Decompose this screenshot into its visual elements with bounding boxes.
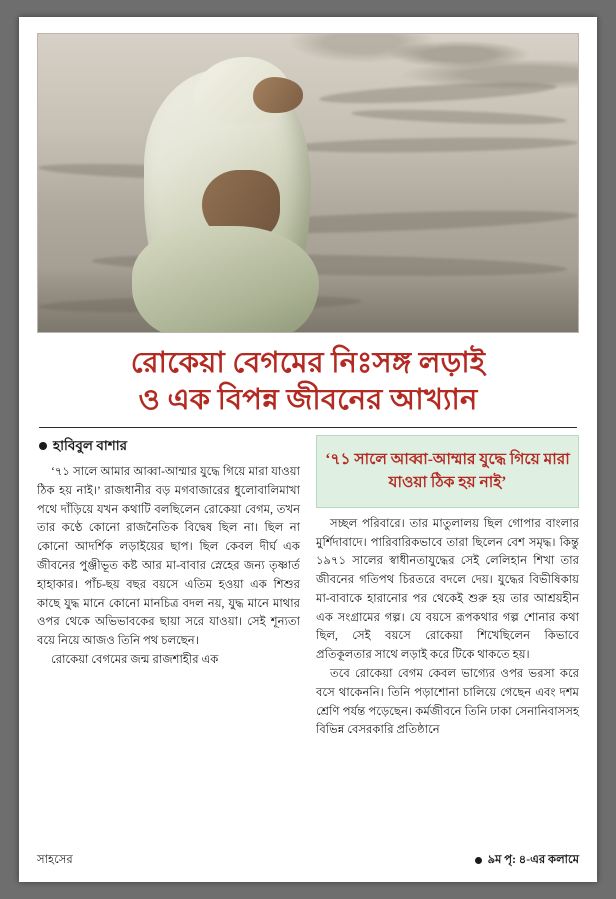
body-paragraph: রোকেয়া বেগমের জন্ম রাজশাহীর এক	[51, 652, 219, 666]
lap-shape	[132, 226, 319, 333]
headline-line-2: ও এক বিপন্ন জীবনের আখ্যান	[138, 384, 478, 417]
body-paragraph: সচ্ছল পরিবারে। তার মাতুলালয় ছিল গোপার বাংলার মুর্শিদাবাদে। পারিবারিকভাবে তারা ছিলেন বেশ সমৃদ্ধ। কিন্তু ১৯৭১ সালের স্বাধীনতাযুদ্ধের সেই লেলিহান শিখা তার জীবনের গতিপথ চিরতরে বদলে দেয়। যুদ্ধের বিভীষিকায় মা-বাবাকে হারানোর পর থেকেই শুরু হয় তার আশ্রয়হীন এক সংগ্রামের গল্প। যে বয়সে রূপকথার গল্প শোনার কথা ছিল, সেই বয়সে রোকেয়া শিখেছিলেন কিভাবে প্রতিকূলতার সাথে লড়াই করে টিকে থাকতে হয়।	[316, 516, 579, 662]
page-title	[41, 345, 575, 419]
continuation-word: সাহসের	[37, 853, 73, 866]
article-photo	[37, 33, 579, 333]
article-body	[37, 435, 579, 827]
photo-subject-woman	[124, 52, 318, 332]
byline-author: হাবিবুল বাশার	[53, 438, 128, 454]
jump-note-text: ৯ম পৃ: ৪-এর কলামে	[487, 854, 579, 866]
body-paragraph: ‘৭১ সালে আমার আব্বা-আম্মার যুদ্ধে গিয়ে মারা যাওয়া ঠিক হয় নাই।’ রাজধানীর বড় মগবাজারের ধুলোবালিমাখা পথে দাঁড়িয়ে যখন কথাটি বলছিলেন রোকেয়া বেগম, তখন তার কণ্ঠে কোনো রাজনৈতিক বিদ্বেষ ছিল না। ছিল না কোনো আদর্শিক লড়াইয়ের ছাপ। ছিল কেবল দীর্ঘ এক জীবনের পুঞ্জীভূত কষ্ট আর মা-বাবার স্নেহের জন্য তৃষ্ণার্ত হাহাকার। পাঁচ-ছয় বছর বয়সে এতিম হওয়া এক শিশুর কাছে যুদ্ধ মানে কোনো মানচিত্র বদল নয়, যুদ্ধ মানে মাথার ওপর থেকে অভিভাবকের ছায়া সরে যাওয়া। সেই শূন্যতা বয়ে নিয়ে আজও তিনি পথ চলছেন।	[37, 465, 300, 648]
newspaper-page	[19, 17, 597, 882]
face-shape	[253, 77, 304, 113]
body-paragraph: তবে রোকেয়া বেগম কেবল ভাগ্যের ওপর ভরসা করে বসে থাকেননি। তিনি পড়াশোনা চালিয়ে গেছেন এবং দশম শ্রেণি পর্যন্ত পড়েছেন। কর্মজীবনে তিনি ঢাকা সেনানিবাসসহ বিভিন্ন বেসরকারি প্রতিষ্ঠানে	[316, 666, 579, 737]
headline-line-1: রোকেয়া বেগমের নিঃসঙ্গ লড়াই	[130, 347, 486, 379]
byline	[39, 435, 300, 457]
jump-line[interactable]	[475, 851, 579, 870]
bullet-icon	[475, 857, 482, 864]
article-footer	[37, 847, 579, 870]
photo-texture-ridge	[286, 136, 578, 155]
pull-quote: ‘৭১ সালে আব্বা-আম্মার যুদ্ধে গিয়ে মারা যাওয়া ঠিক হয় নাই’	[316, 435, 579, 508]
headline-divider	[39, 427, 577, 428]
bullet-icon	[39, 442, 47, 450]
